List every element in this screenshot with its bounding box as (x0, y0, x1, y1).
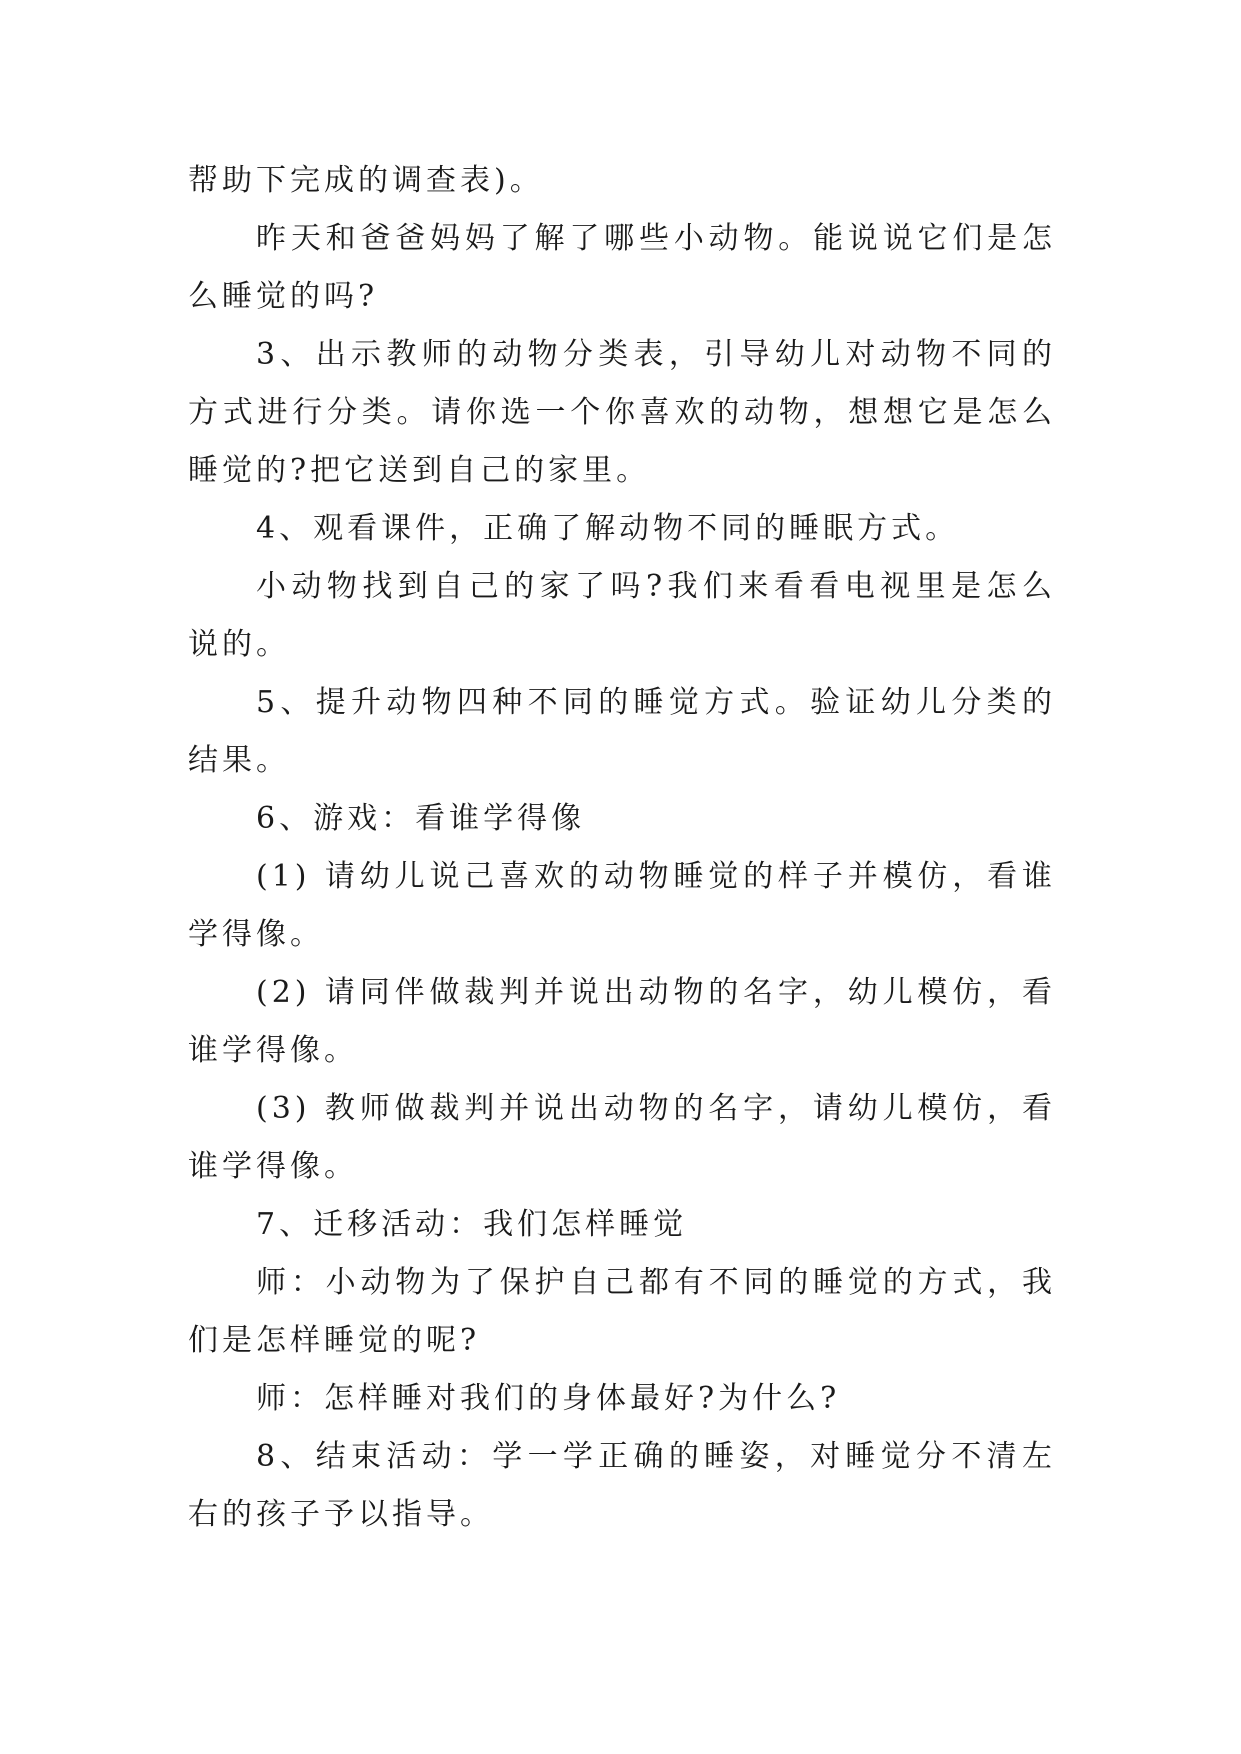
paragraph-teacher-line: 师：小动物为了保护自己都有不同的睡觉的方式，我们是怎样睡觉的呢? (188, 1265, 1056, 1358)
paragraph-step-5: 5、提升动物四种不同的睡觉方式。验证幼儿分类的结果。 (188, 685, 1056, 778)
paragraph-substep-3: (3) 教师做裁判并说出动物的名字，请幼儿模仿，看谁学得像。 (188, 1091, 1056, 1184)
document-body (188, 152, 1056, 1544)
paragraph-step-7: 7、迁移活动：我们怎样睡觉 (256, 1207, 688, 1242)
paragraph-continuation: 帮助下完成的调查表)。 (188, 163, 544, 198)
paragraph-step-6: 6、游戏：看谁学得像 (256, 801, 586, 836)
paragraph-step-3: 3、出示教师的动物分类表，引导幼儿对动物不同的方式进行分类。请你选一个你喜欢的动物，想想它是怎么睡觉的?把它送到自己的家里。 (188, 337, 1056, 488)
paragraph-substep-2: (2) 请同伴做裁判并说出动物的名字，幼儿模仿，看谁学得像。 (188, 975, 1056, 1068)
paragraph: 昨天和爸爸妈妈了解了哪些小动物。能说说它们是怎么睡觉的吗? (188, 221, 1056, 314)
paragraph-step-4: 4、观看课件，正确了解动物不同的睡眠方式。 (256, 511, 960, 546)
paragraph-substep-1: (1) 请幼儿说己喜欢的动物睡觉的样子并模仿，看谁学得像。 (188, 859, 1056, 952)
paragraph: 小动物找到自己的家了吗?我们来看看电视里是怎么说的。 (188, 569, 1056, 662)
paragraph-teacher-line: 师：怎样睡对我们的身体最好?为什么? (256, 1381, 841, 1416)
paragraph-step-8: 8、结束活动：学一学正确的睡姿，对睡觉分不清左右的孩子予以指导。 (188, 1439, 1056, 1532)
